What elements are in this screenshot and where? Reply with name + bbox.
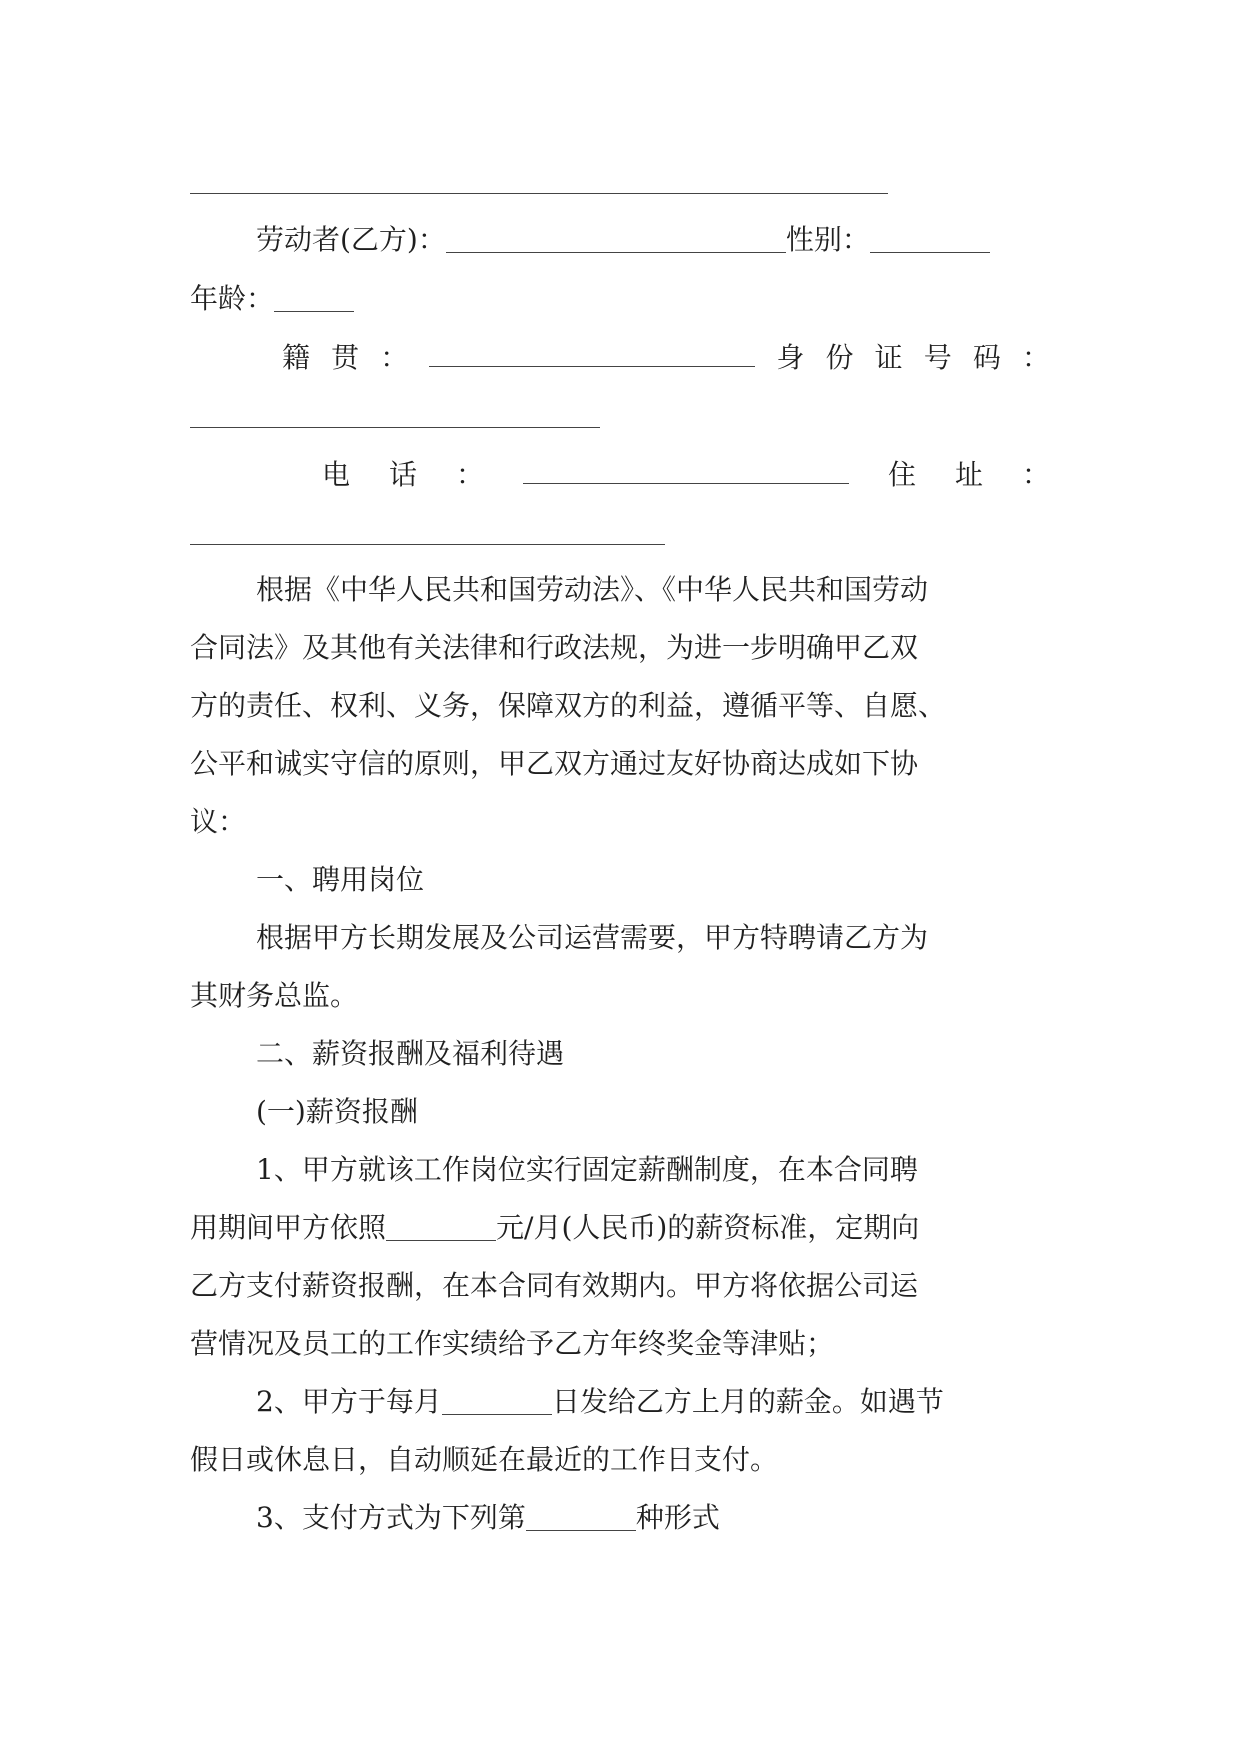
id-char-1: 身 — [776, 341, 805, 374]
phone-blank[interactable] — [523, 455, 849, 484]
item-1-line-2 — [190, 1210, 1050, 1246]
id-number-blank[interactable] — [190, 427, 600, 428]
address-char-2: 址 — [954, 458, 983, 491]
id-char-2: 份 — [825, 341, 854, 374]
gender-blank[interactable] — [870, 224, 990, 253]
address-colon: ： — [1021, 458, 1050, 491]
native-char-1: 籍 — [282, 341, 311, 374]
age-blank[interactable] — [274, 283, 354, 312]
phone-char-2: 话 — [389, 458, 418, 491]
preamble-line-1: 根据《中华人民共和国劳动法》、《中华人民共和国劳动 — [256, 573, 929, 606]
phone-colon: ： — [456, 458, 485, 491]
preamble-line-4: 公平和诚实守信的原则，甲乙双方通过友好协商达成如下协 — [190, 747, 919, 780]
preamble-line-2: 合同法》及其他有关法律和行政法规，为进一步明确甲乙双 — [190, 631, 919, 664]
native-place-blank[interactable] — [429, 338, 755, 367]
item-1-line-2-pre: 用期间甲方依照 — [190, 1211, 387, 1244]
section-2-title: 二、薪资报酬及福利待遇 — [256, 1037, 565, 1070]
item-1-line-1: 1、甲方就该工作岗位实行固定薪酬制度，在本合同聘 — [256, 1153, 918, 1186]
item-2-line-1-post: 日发给乙方上月的薪金。如遇节 — [551, 1385, 944, 1418]
id-char-5: 码 — [972, 341, 1001, 374]
subsection-1-title: (一)薪资报酬 — [256, 1095, 418, 1128]
native-char-2: 贯 — [331, 341, 360, 374]
preamble-line-3: 方的责任、权利、义务，保障双方的利益，遵循平等、自愿、 — [190, 689, 947, 722]
top-blank-line — [190, 193, 888, 194]
phone-char-1: 电 — [322, 458, 351, 491]
section-1-line-2: 其财务总监。 — [190, 979, 359, 1012]
payment-method-blank[interactable] — [526, 1502, 636, 1531]
item-3-pre: 3、支付方式为下列第 — [256, 1501, 526, 1534]
id-colon: ： — [1021, 341, 1050, 374]
item-1-line-2-post: 元/月(人民币)的薪资标准，定期向 — [496, 1211, 920, 1244]
id-char-4: 号 — [923, 341, 952, 374]
age-label: 年龄： — [190, 282, 275, 315]
age-row — [190, 281, 1050, 317]
pay-day-blank[interactable] — [442, 1386, 552, 1415]
salary-amount-blank[interactable] — [386, 1212, 496, 1241]
item-3-post: 种形式 — [635, 1501, 720, 1534]
item-2-line-1 — [256, 1384, 1050, 1420]
id-char-3: 证 — [874, 341, 903, 374]
preamble-line-5: 议： — [190, 805, 247, 838]
gender-label: 性别： — [785, 223, 870, 256]
address-blank[interactable] — [190, 544, 665, 545]
section-1-line-1: 根据甲方长期发展及公司运营需要，甲方特聘请乙方为 — [256, 921, 929, 954]
item-2-line-2: 假日或休息日，自动顺延在最近的工作日支付。 — [190, 1443, 779, 1476]
address-char-1: 住 — [887, 458, 916, 491]
laborer-name-blank[interactable] — [446, 224, 786, 253]
laborer-label: 劳动者(乙方)： — [256, 223, 446, 256]
native-colon: ： — [380, 341, 409, 374]
phone-address-row — [322, 455, 1050, 493]
native-id-row — [282, 338, 1050, 376]
item-1-line-3: 乙方支付薪资报酬，在本合同有效期内。甲方将依据公司运 — [190, 1269, 919, 1302]
item-1-line-4: 营情况及员工的工作实绩给予乙方年终奖金等津贴； — [190, 1327, 835, 1360]
item-3-line — [256, 1500, 1050, 1536]
laborer-row — [256, 222, 1050, 258]
section-1-title: 一、聘用岗位 — [256, 863, 425, 896]
item-2-line-1-pre: 2、甲方于每月 — [256, 1385, 442, 1418]
